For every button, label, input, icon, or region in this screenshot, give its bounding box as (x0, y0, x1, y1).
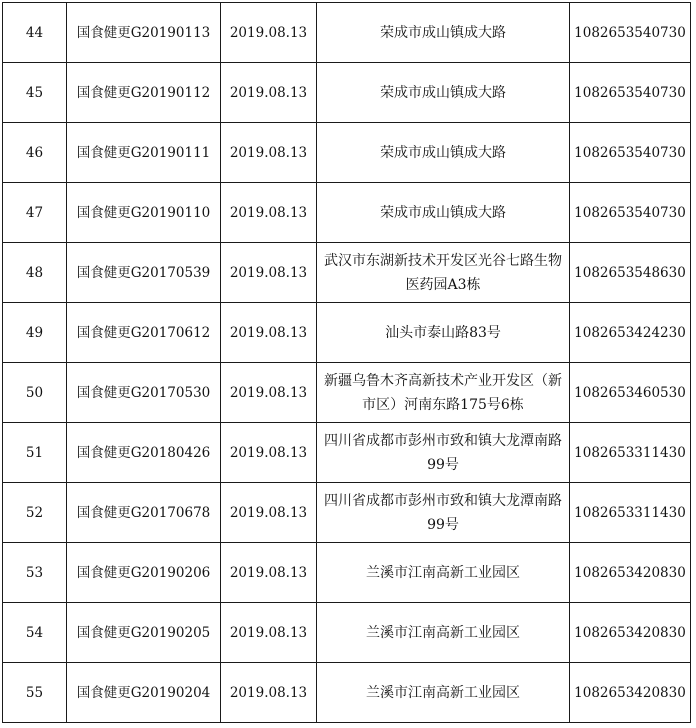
address-cell: 荣成市成山镇成大路 (317, 63, 570, 123)
row-number-cell: 50 (3, 363, 67, 423)
address-cell: 武汉市东湖新技术开发区光谷七路生物医药园A3栋 (317, 243, 570, 303)
table-row (3, 243, 691, 303)
date-cell: 2019.08.13 (221, 483, 317, 543)
phone-cell: 1082653540730 (570, 63, 691, 123)
approval-code-cell: 国食健更G20170678 (67, 483, 221, 543)
date-cell: 2019.08.13 (221, 243, 317, 303)
phone-cell: 1082653540730 (570, 183, 691, 243)
row-number-cell: 49 (3, 303, 67, 363)
date-cell: 2019.08.13 (221, 603, 317, 663)
record-table-body (3, 3, 691, 723)
address-cell: 兰溪市江南高新工业园区 (317, 603, 570, 663)
date-cell: 2019.08.13 (221, 423, 317, 483)
date-cell: 2019.08.13 (221, 63, 317, 123)
date-cell: 2019.08.13 (221, 183, 317, 243)
row-number-cell: 52 (3, 483, 67, 543)
row-number-cell: 51 (3, 423, 67, 483)
phone-cell: 1082653311430 (570, 423, 691, 483)
table-row (3, 423, 691, 483)
row-number-cell: 55 (3, 663, 67, 723)
approval-code-cell: 国食健更G20190204 (67, 663, 221, 723)
date-cell: 2019.08.13 (221, 123, 317, 183)
row-number-cell: 48 (3, 243, 67, 303)
phone-cell: 1082653548630 (570, 243, 691, 303)
table-row (3, 63, 691, 123)
record-table (2, 2, 691, 723)
address-cell: 新疆乌鲁木齐高新技术产业开发区（新市区）河南东路175号6栋 (317, 363, 570, 423)
table-row (3, 183, 691, 243)
row-number-cell: 44 (3, 3, 67, 63)
date-cell: 2019.08.13 (221, 363, 317, 423)
table-row (3, 663, 691, 723)
table-row (3, 483, 691, 543)
approval-code-cell: 国食健更G20170530 (67, 363, 221, 423)
date-cell: 2019.08.13 (221, 663, 317, 723)
approval-code-cell: 国食健更G20190206 (67, 543, 221, 603)
approval-code-cell: 国食健更G20170612 (67, 303, 221, 363)
table-row (3, 363, 691, 423)
phone-cell: 1082653420830 (570, 663, 691, 723)
phone-cell: 1082653540730 (570, 123, 691, 183)
phone-cell: 1082653311430 (570, 483, 691, 543)
row-number-cell: 54 (3, 603, 67, 663)
row-number-cell: 47 (3, 183, 67, 243)
approval-code-cell: 国食健更G20190111 (67, 123, 221, 183)
phone-cell: 1082653424230 (570, 303, 691, 363)
address-cell: 荣成市成山镇成大路 (317, 3, 570, 63)
date-cell: 2019.08.13 (221, 543, 317, 603)
approval-code-cell: 国食健更G20190113 (67, 3, 221, 63)
phone-cell: 1082653420830 (570, 603, 691, 663)
address-cell: 兰溪市江南高新工业园区 (317, 543, 570, 603)
row-number-cell: 45 (3, 63, 67, 123)
table-row (3, 543, 691, 603)
date-cell: 2019.08.13 (221, 3, 317, 63)
approval-code-cell: 国食健更G20190205 (67, 603, 221, 663)
row-number-cell: 46 (3, 123, 67, 183)
table-row (3, 603, 691, 663)
address-cell: 汕头市泰山路83号 (317, 303, 570, 363)
address-cell: 兰溪市江南高新工业园区 (317, 663, 570, 723)
table-row (3, 303, 691, 363)
table-row (3, 3, 691, 63)
date-cell: 2019.08.13 (221, 303, 317, 363)
table-row (3, 123, 691, 183)
phone-cell: 1082653460530 (570, 363, 691, 423)
phone-cell: 1082653420830 (570, 543, 691, 603)
approval-code-cell: 国食健更G20190110 (67, 183, 221, 243)
address-cell: 荣成市成山镇成大路 (317, 183, 570, 243)
phone-cell: 1082653540730 (570, 3, 691, 63)
address-cell: 四川省成都市彭州市致和镇大龙潭南路99号 (317, 483, 570, 543)
approval-code-cell: 国食健更G20190112 (67, 63, 221, 123)
approval-code-cell: 国食健更G20170539 (67, 243, 221, 303)
row-number-cell: 53 (3, 543, 67, 603)
address-cell: 四川省成都市彭州市致和镇大龙潭南路99号 (317, 423, 570, 483)
address-cell: 荣成市成山镇成大路 (317, 123, 570, 183)
approval-code-cell: 国食健更G20180426 (67, 423, 221, 483)
